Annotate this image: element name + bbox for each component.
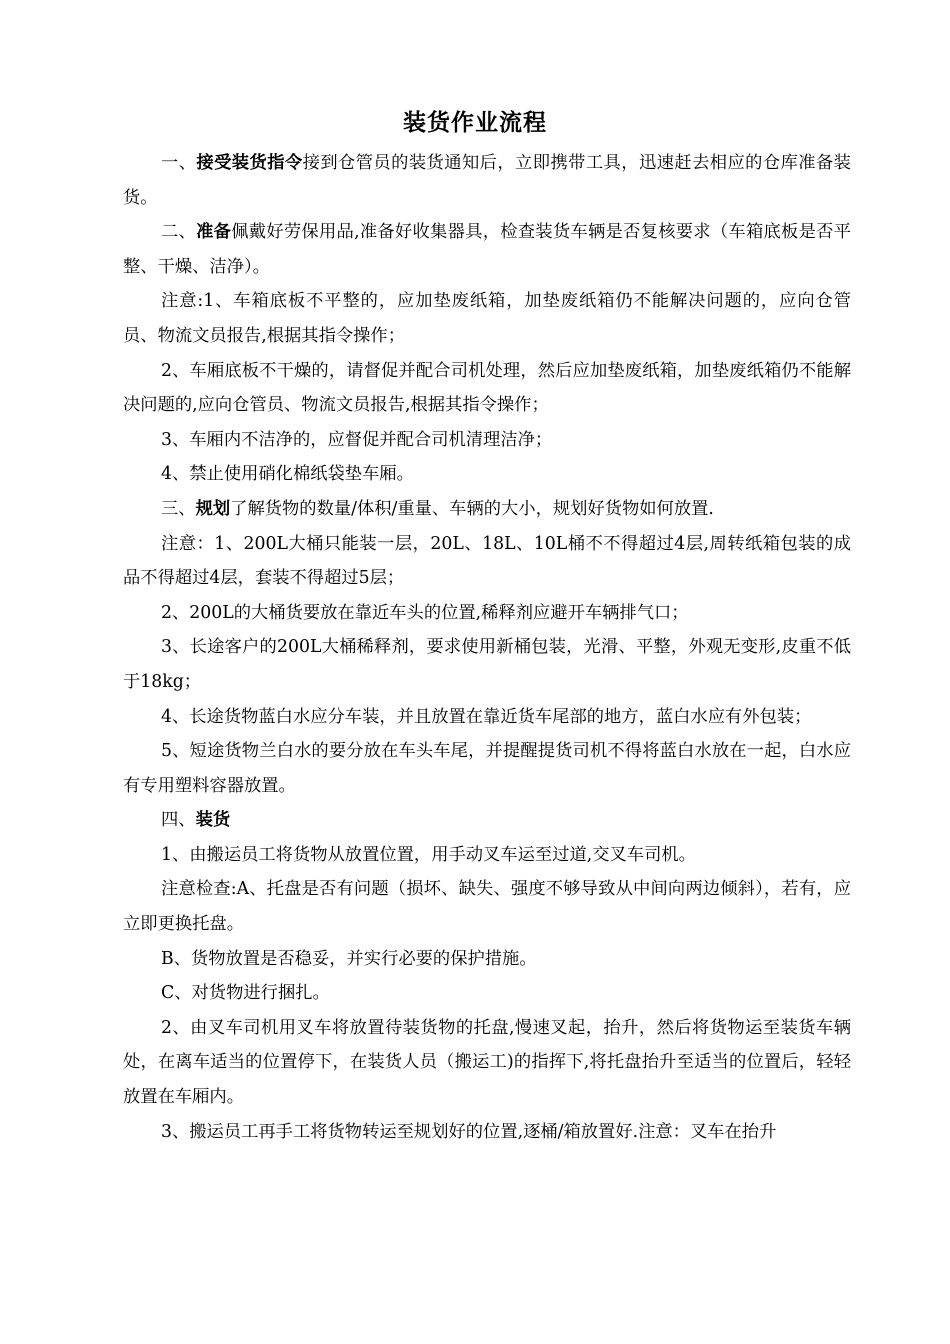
document-title: 装货作业流程 bbox=[403, 110, 547, 136]
paragraph-text: 佩戴好劳保用品,准备好收集器具，检查装货车辆是否复核要求（车箱底板是否平整、干燥、洁净）。 bbox=[123, 222, 851, 277]
step-paragraph bbox=[123, 1115, 851, 1150]
step-paragraph bbox=[123, 1011, 851, 1115]
paragraph-text: 注意:1、车箱底板不平整的，应加垫废纸箱，加垫废纸箱仍不能解决问题的，应向仓管员、物流文员报告,根据其指令操作； bbox=[123, 291, 851, 346]
paragraph-text: 注意：1、200L大桶只能装一层，20L、18L、10L桶不不得超过4层,周转纸箱包装的成品不得超过4层，套装不得超过5层； bbox=[123, 533, 851, 589]
paragraph-text: 了解货物的数量/体积/重量、车辆的大小，规划好货物如何放置. bbox=[230, 498, 714, 519]
paragraph-text: 3、搬运员工再手工将货物转运至规划好的位置,逐桶/箱放置好.注意：叉车在抬升 bbox=[161, 1121, 777, 1142]
paragraph-keyword: 准备 bbox=[196, 222, 232, 243]
note-paragraph bbox=[123, 700, 851, 735]
step-paragraph bbox=[123, 838, 851, 873]
note-paragraph bbox=[123, 354, 851, 423]
note-paragraph bbox=[123, 527, 851, 596]
paragraph-text: 2、车厢底板不干燥的，请督促并配合司机处理，然后应加垫废纸箱，加垫废纸箱仍不能解决问题的,应向仓管员、物流文员报告,根据其指令操作； bbox=[123, 360, 851, 416]
paragraph-text: 注意检查:A、托盘是否有问题（损坏、缺失、强度不够导致从中间向两边倾斜），若有，应立即更换托盘。 bbox=[123, 879, 851, 935]
paragraph-text: 3、车厢内不洁净的，应督促并配合司机清理洁净； bbox=[161, 429, 553, 450]
note-paragraph bbox=[123, 423, 851, 458]
paragraph-text: C、对货物进行捆扎。 bbox=[161, 983, 330, 1004]
paragraph-prefix: 一、 bbox=[161, 153, 197, 173]
paragraph-text: 4、禁止使用硝化棉纸袋垫车厢。 bbox=[161, 464, 414, 485]
note-paragraph bbox=[123, 596, 851, 631]
paragraph-prefix: 三、 bbox=[161, 498, 196, 519]
paragraph-text: 3、长途客户的200L大桶稀释剂，要求使用新桶包装，光滑、平整，外观无变形,皮重不低于18kg； bbox=[123, 637, 851, 692]
section-3-paragraph bbox=[123, 492, 851, 527]
note-paragraph bbox=[123, 284, 851, 353]
paragraph-keyword: 规划 bbox=[195, 498, 231, 519]
paragraph-text: 1、由搬运员工将货物从放置位置，用手动叉车运至过道,交叉车司机。 bbox=[161, 844, 696, 865]
paragraph-text: 2、200L的大桶货要放在靠近车头的位置,稀释剂应避开车辆排气口； bbox=[161, 602, 689, 623]
note-paragraph bbox=[123, 942, 851, 977]
note-paragraph bbox=[123, 630, 851, 699]
paragraph-keyword: 接受装货指令 bbox=[196, 153, 303, 173]
note-paragraph bbox=[123, 734, 851, 803]
paragraph-text: B、货物放置是否稳妥，并实行必要的保护措施。 bbox=[161, 948, 537, 969]
paragraph-text: 2、由叉车司机用叉车将放置待装货物的托盘,慢速叉起，抬升，然后将货物运至装货车辆处，在离车适当的位置停下，在装货人员（搬运工)的指挥下,将托盘抬升至适当的位置后，轻轻放置在车厢内。 bbox=[123, 1017, 851, 1108]
document-body bbox=[123, 146, 851, 1149]
note-paragraph bbox=[123, 872, 851, 941]
section-1-paragraph bbox=[123, 146, 851, 215]
paragraph-prefix: 四、 bbox=[161, 810, 196, 831]
note-paragraph bbox=[123, 457, 851, 492]
paragraph-text: 4、长途货物蓝白水应分车装，并且放置在靠近货车尾部的地方，蓝白水应有外包装； bbox=[161, 706, 812, 727]
note-paragraph bbox=[123, 976, 851, 1011]
paragraph-text: 接到仓管员的装货通知后，立即携带工具，迅速赶去相应的仓库准备装货。 bbox=[123, 153, 851, 208]
section-2-paragraph bbox=[123, 215, 851, 284]
paragraph-keyword: 装货 bbox=[195, 810, 231, 831]
section-4-paragraph bbox=[123, 803, 851, 838]
paragraph-prefix: 二、 bbox=[161, 222, 197, 243]
paragraph-text: 5、短途货物兰白水的要分放在车头车尾，并提醒提货司机不得将蓝白水放在一起，白水应有专用塑料容器放置。 bbox=[123, 741, 851, 796]
